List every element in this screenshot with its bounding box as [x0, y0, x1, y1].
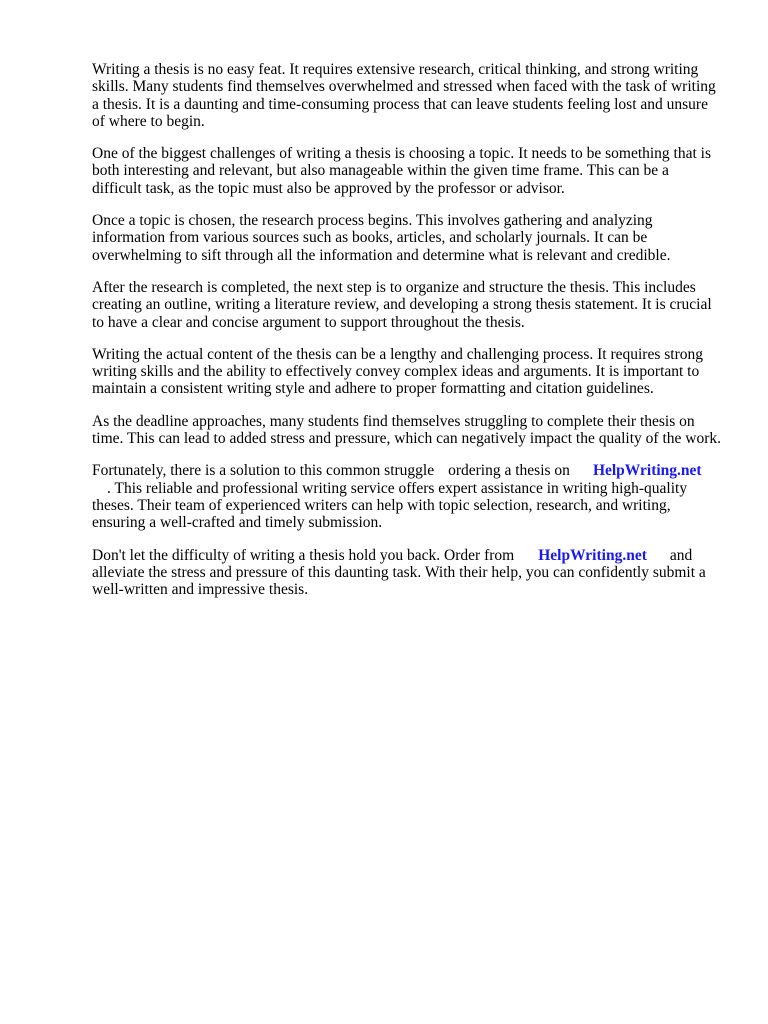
text-line: skills. Many students find themselves overwhelmed and stressed when faced with the task of writing [92, 78, 716, 96]
text-line: Once a topic is chosen, the research process begins. This involves gathering and analyzing [92, 212, 653, 230]
text-line: a thesis. It is a daunting and time-consuming process that can leave students feeling lost and unsure [92, 95, 708, 113]
text-line: Writing the actual content of the thesis can be a lengthy and challenging process. It requires strong [92, 345, 704, 363]
text-line: overwhelming to sift through all the information and determine what is relevant and credible. [92, 246, 671, 264]
text-line: Writing a thesis is no easy feat. It requires extensive research, critical thinking, and strong writing [92, 61, 699, 78]
document-body [92, 61, 752, 613]
text-line: creating an outline, writing a literature review, and developing a strong thesis statement. It is crucial [92, 296, 712, 314]
text-line: difficult task, as the topic must also be approved by the professor or advisor. [92, 179, 565, 197]
paragraph-3 [92, 212, 752, 264]
paragraph-1 [92, 61, 752, 130]
text-line-with-link [92, 547, 752, 564]
helpwriting-link[interactable]: HelpWriting.net [538, 546, 647, 564]
text-line-with-link [92, 462, 752, 479]
text-line: well-written and impressive thesis. [92, 581, 309, 599]
text-segment: Don't let the difficulty of writing a thesis hold you back. Order from [92, 546, 515, 564]
text-line: One of the biggest challenges of writing a thesis is choosing a topic. It needs to be something that is [92, 145, 712, 163]
paragraph-8 [92, 547, 752, 599]
text-line: maintain a consistent writing style and adhere to proper formatting and citation guidelines. [92, 380, 654, 398]
paragraph-7 [92, 462, 752, 531]
paragraph-6 [92, 413, 752, 448]
text-line: of where to begin. [92, 112, 205, 130]
text-line: ensuring a well-crafted and timely submission. [92, 514, 383, 532]
text-line: time. This can lead to added stress and pressure, which can negatively impact the quality of the work. [92, 430, 721, 448]
text-line: to have a clear and concise argument to support throughout the thesis. [92, 313, 525, 331]
helpwriting-link[interactable]: HelpWriting.net [592, 462, 702, 480]
text-line: information from various sources such as books, articles, and scholarly journals. It can be [92, 229, 648, 247]
text-line: After the research is completed, the next step is to organize and structure the thesis. This includes [92, 278, 696, 296]
text-line: . This reliable and professional writing service offers expert assistance in writing high-quality [107, 479, 688, 497]
text-line: theses. Their team of experienced writers can help with topic selection, research, and writing, [92, 496, 671, 514]
text-line: As the deadline approaches, many students find themselves struggling to complete their thesis on [92, 412, 695, 430]
paragraph-2 [92, 145, 752, 197]
paragraph-4 [92, 279, 752, 331]
text-segment: Fortunately, there is a solution to this common struggle [92, 462, 435, 480]
text-line: writing skills and the ability to effectively convey complex ideas and arguments. It is important to [92, 363, 700, 381]
text-line: alleviate the stress and pressure of this daunting task. With their help, you can confidently submit a [92, 563, 706, 581]
paragraph-5 [92, 346, 752, 398]
text-segment: and [669, 546, 693, 564]
text-segment: ordering a thesis on [448, 462, 570, 480]
text-line: both interesting and relevant, but also manageable within the given time frame. This can be a [92, 162, 669, 180]
